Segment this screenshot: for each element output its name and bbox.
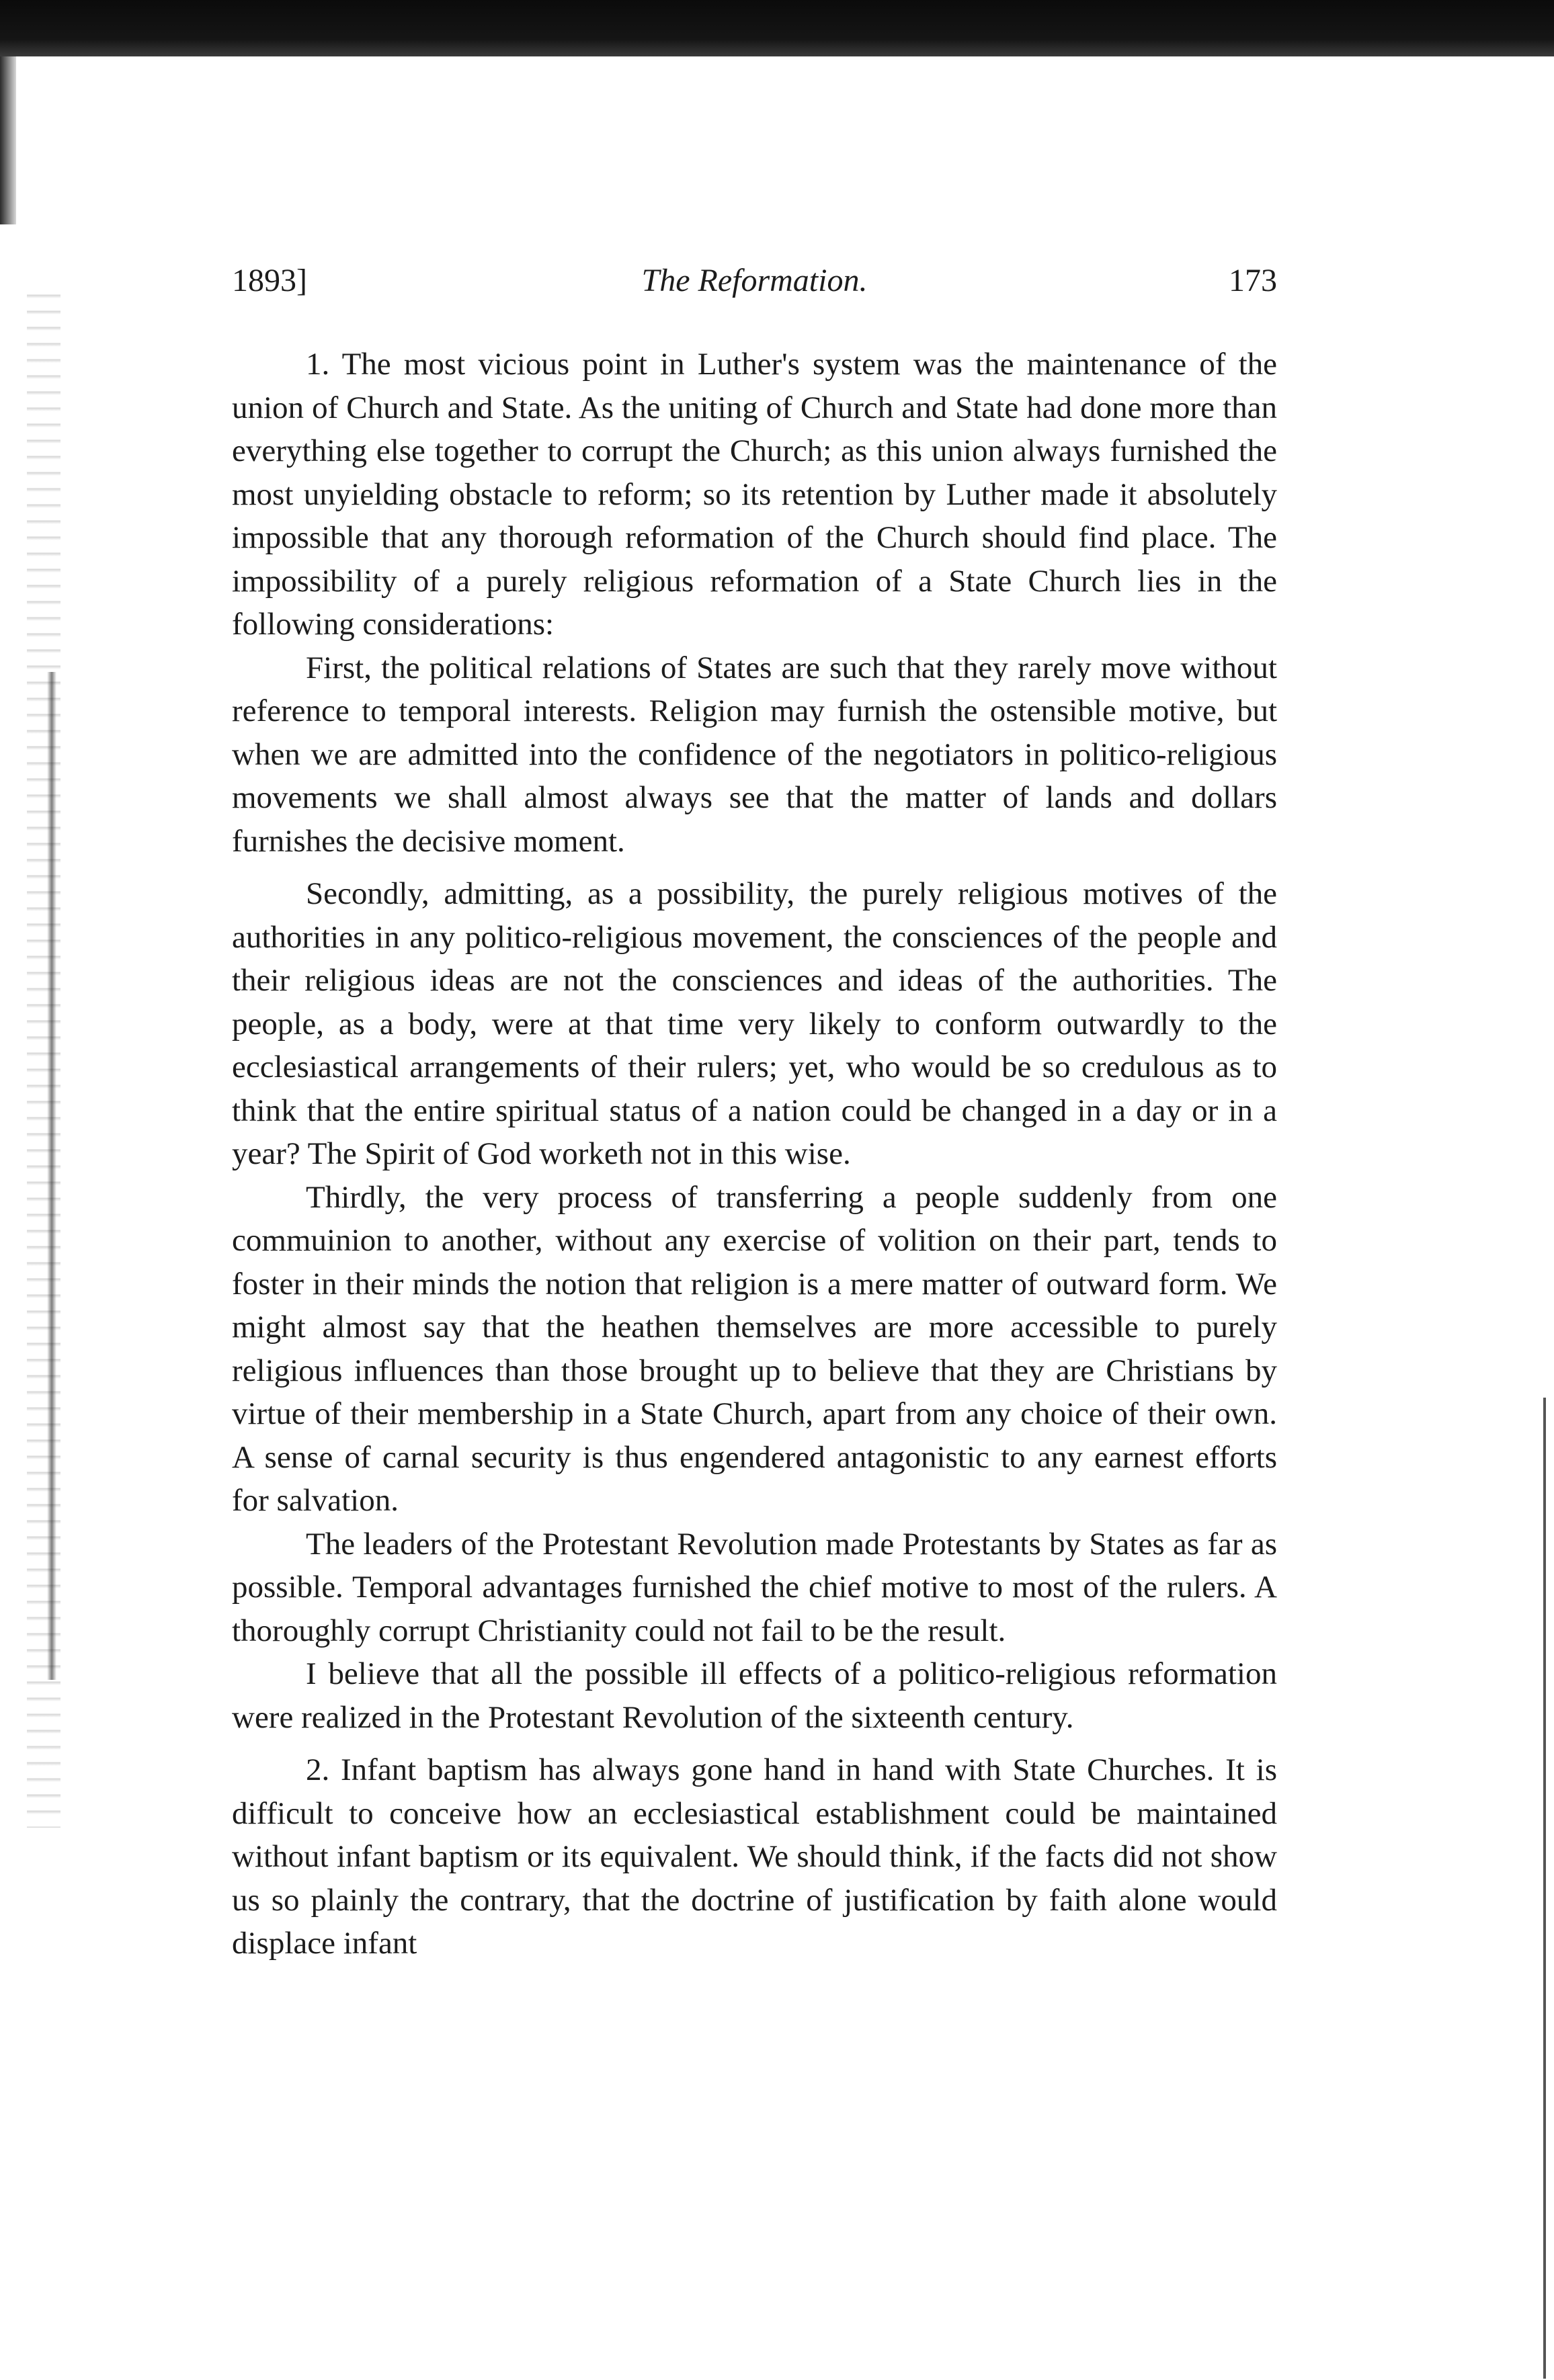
paragraph-2: First, the political relations of States are such that they rarely move without reference to temporal interests. Religion may furnish the ostensible motive, but when we are admitted into the confidence of the negotiators in politico-religious movements we shall almost always see that the matter of lands and dollars furnishes the decisive moment. xyxy=(232,650,1277,859)
paragraph-4: Thirdly, the very process of transferring a people suddenly from one commuinion to another, without any exercise of volition on their part, tends to foster in their minds the notion that religion is a mere matter of outward form. We might almost say that the heathen themselves are more accessible to purely religious influences than those brought up to believe that they are Christians by virtue of their membership in a State Church, apart from any choice of their own. A sense of carnal security is thus engendered antagonistic to any earnest efforts for salvation. xyxy=(232,1179,1277,1518)
running-header xyxy=(232,262,1277,309)
scan-right-edge xyxy=(1543,1398,1546,2379)
paragraph-7: 2. Infant baptism has always gone hand in hand with State Churches. It is difficult to conceive how an ecclesiastical establishment could be maintained without infant baptism or its equivalent. We should think, if the facts did not show us so plainly the contrary, that the doctrine of justification by faith alone would displace infant xyxy=(232,1752,1277,1961)
header-title: The Reformation. xyxy=(641,263,868,298)
scan-left-shadow xyxy=(0,56,16,224)
body-text xyxy=(232,343,1277,1965)
paragraph-3: Secondly, admitting, as a possibility, the purely religious motives of the authorities in any politico-religious movement, the consciences of the people and their religious ideas are not the consciences and ideas of the authorities. The people, as a body, were at that time very likely to conform outwardly to the ecclesiastical arrangements of their rulers; yet, who would be so credulous as to think that the entire spiritual status of a nation could be changed in a day or in a year? The Spirit of God worketh not in this wise. xyxy=(232,876,1277,1171)
header-year: 1893] xyxy=(232,263,307,298)
paragraph-5: The leaders of the Protestant Revolution made Protestants by States as far as possible. Temporal advantages furnished the chief motive to most of the rulers. A thoroughly corrupt Christianity could not fail to be the result. xyxy=(232,1526,1277,1648)
paragraph-6: I believe that all the possible ill effects of a politico-religious reformation were realized in the Protestant Revolution of the sixteenth century. xyxy=(232,1656,1277,1735)
scan-top-border xyxy=(0,0,1554,56)
binding-shadow xyxy=(47,672,56,1680)
page-number: 173 xyxy=(1229,263,1277,298)
paragraph-1: 1. The most vicious point in Luther's system was the maintenance of the union of Church and State. As the uniting of Church and State had done more than everything else together to corrupt the Church; as this union always furnished the most unyielding obstacle to reform; so its retention by Luther made it absolutely impossible that any thorough reformation of the Church should find place. The impossibility of a purely religious reformation of a State Church lies in the following considerations: xyxy=(232,347,1277,642)
